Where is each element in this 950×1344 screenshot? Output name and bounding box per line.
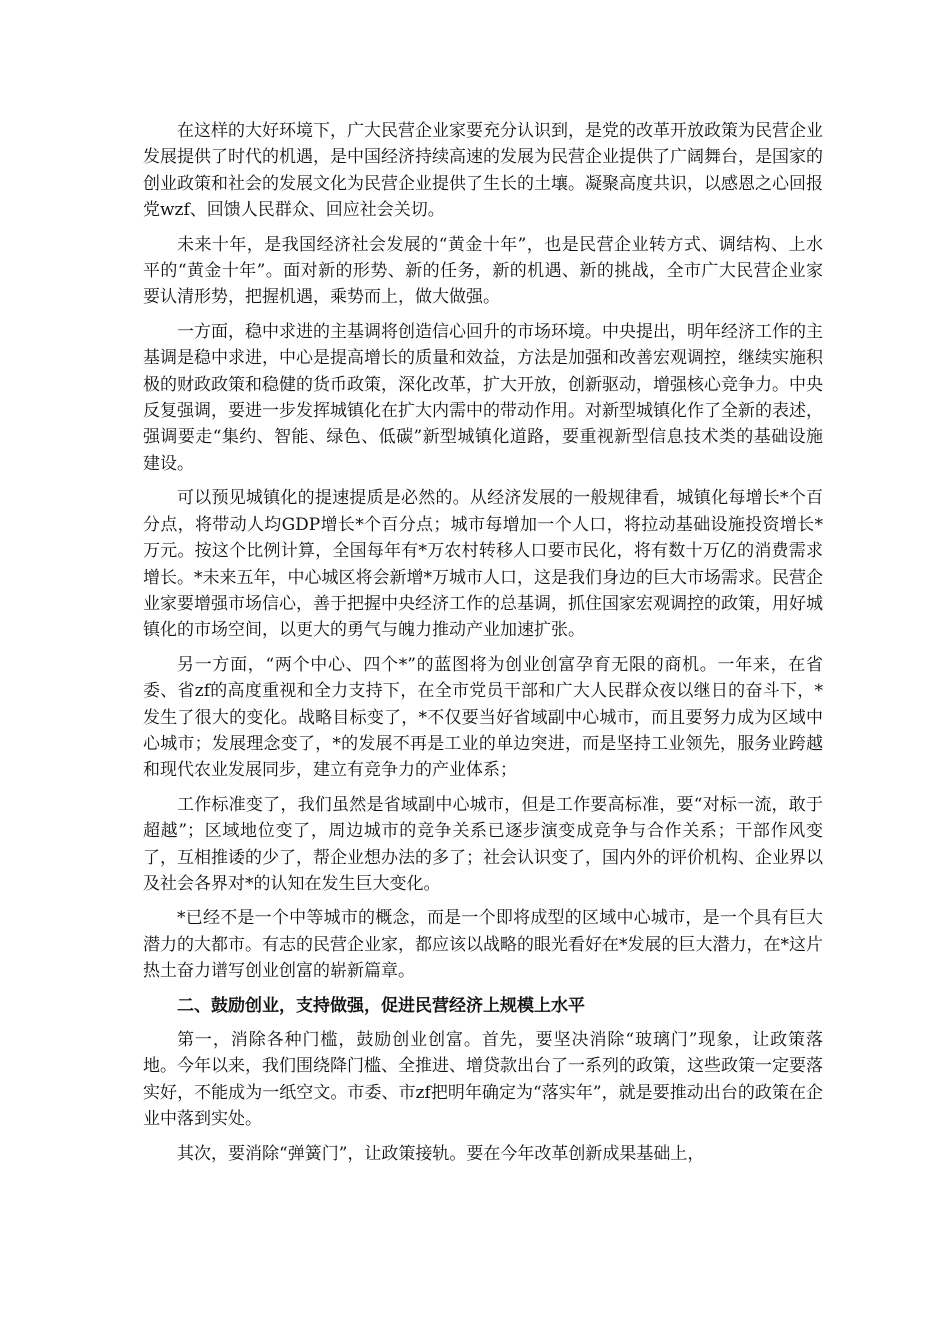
paragraph-3: 一方面，稳中求进的主基调将创造信心回升的市场环境。中央提出，明年经济工作的主基调是稳中求进，中心是提高增长的质量和效益，方法是加强和改善宏观调控，继续实施积极的财政政策和稳健的货币政策，深化改革，扩大开放，创新驱动，增强核心竞争力。中央反复强调，要进一步发挥城镇化在扩大内需中的带动作用。对新型城镇化作了全新的表述，强调要走“集约、智能、绿色、低碳”新型城镇化道路，要重视新型信息技术类的基础设施建设。 [143,321,823,474]
paragraph-7: *已经不是一个中等城市的概念，而是一个即将成型的区域中心城市，是一个具有巨大潜力的大都市。有志的民营企业家，都应该以战略的眼光看好在*发展的巨大潜力，在*这片热土奋力谱写创业创富的崭新篇章。 [143,908,823,982]
paragraph-6: 工作标准变了，我们虽然是省域副中心城市，但是工作要高标准，要“对标一流，敢于超越”；区域地位变了，周边城市的竞争关系已逐步演变成竞争与合作关系；干部作风变了，互相推诿的少了，帮企业想办法的多了；社会认识变了，国内外的评价机构、企业界以及社会各界对*的认知在发生巨大变化。 [143,794,823,894]
paragraph-1: 在这样的大好环境下，广大民营企业家要充分认识到，是党的改革开放政策为民营企业发展提供了时代的机遇，是中国经济持续高速的发展为民营企业提供了广阔舞台，是国家的创业政策和社会的发展文化为民营企业提供了生长的土壤。凝聚高度共识，以感恩之心回报党wzf、回馈人民群众、回应社会关切。 [143,121,823,221]
paragraph-4: 可以预见城镇化的提速提质是必然的。从经济发展的一般规律看，城镇化每增长*个百分点，将带动人均GDP增长*个百分点；城市每增加一个人口，将拉动基础设施投资增长*万元。按这个比例计算，全国每年有*万农村转移人口要市民化，将有数十万亿的消费需求增长。*未来五年，中心城区将会新增*万城市人口，这是我们身边的巨大市场需求。民营企业家要增强市场信心，善于把握中央经济工作的总基调，抓住国家宏观调控的政策，用好城镇化的市场空间，以更大的勇气与魄力推动产业加速扩张。 [143,488,823,641]
section-heading: 二、鼓励创业，支持做强，促进民营经济上规模上水平 [177,995,585,1016]
paragraph-9: 其次，要消除“弹簧门”，让政策接轨。要在今年改革创新成果基础上， [177,1143,705,1164]
paragraph-8: 第一，消除各种门槛，鼓励创业创富。首先，要坚决消除“玻璃门”现象，让政策落地。今年以来，我们围绕降门槛、全推进、增贷款出台了一系列的政策，这些政策一定要落实好，不能成为一纸空文。市委、市zf把明年确定为“落实年”，就是要推动出台的政策在企业中落到实处。 [143,1030,823,1130]
paragraph-5: 另一方面，“两个中心、四个*”的蓝图将为创业创富孕育无限的商机。一年来，在省委、省zf的高度重视和全力支持下，在全市党员干部和广大人民群众夜以继日的奋斗下，*发生了很大的变化。战略目标变了，*不仅要当好省域副中心城市，而且要努力成为区域中心城市；发展理念变了，*的发展不再是工业的单边突进，而是坚持工业领先，服务业跨越和现代农业发展同步，建立有竞争力的产业体系； [143,654,823,781]
paragraph-2: 未来十年，是我国经济社会发展的“黄金十年”，也是民营企业转方式、调结构、上水平的“黄金十年”。面对新的形势、新的任务，新的机遇、新的挑战，全市广大民营企业家要认清形势，把握机遇，乘势而上，做大做强。 [143,234,823,308]
document-page [143,118,823,1175]
